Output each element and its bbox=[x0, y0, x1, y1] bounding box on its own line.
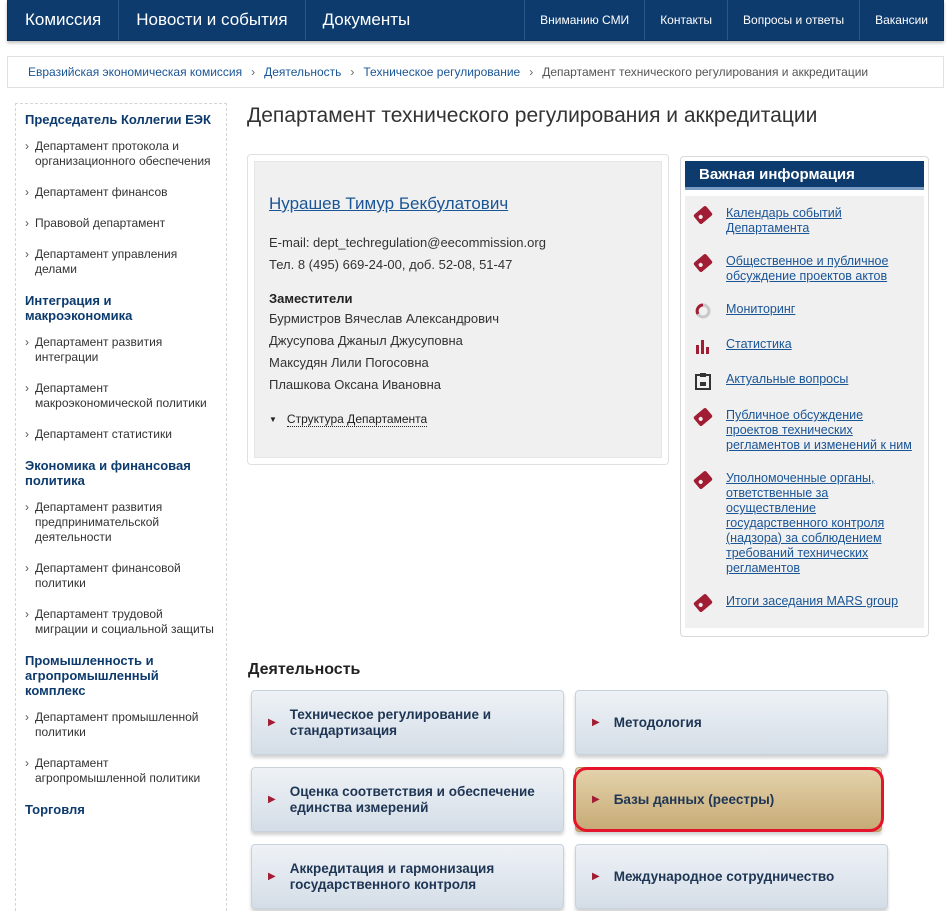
info-link[interactable]: Итоги заседания MARS group bbox=[726, 594, 899, 608]
arrow-right-icon: ▶ bbox=[592, 717, 600, 728]
sidebar-item[interactable]: › Департамент финансов bbox=[25, 185, 216, 200]
info-item bbox=[693, 206, 914, 236]
info-panel-body bbox=[685, 196, 924, 628]
head-name-link[interactable]: Нурашев Тимур Бекбулатович bbox=[269, 194, 509, 213]
card-body bbox=[254, 161, 662, 458]
sidebar-item[interactable]: › Департамент трудовой миграции и социальной защиты bbox=[25, 607, 216, 637]
deputies-title: Заместители bbox=[269, 291, 353, 306]
sidebar-heading[interactable]: Экономика и финансовая политика bbox=[25, 458, 191, 488]
questions-icon bbox=[695, 373, 711, 390]
info-link[interactable]: Мониторинг bbox=[726, 302, 796, 316]
sidebar-list bbox=[25, 335, 216, 442]
tile-conformity[interactable] bbox=[251, 767, 564, 832]
info-item bbox=[693, 594, 914, 609]
structure-label: Структура Департамента bbox=[286, 412, 428, 426]
sidebar-item[interactable]: › Департамент макроэкономической политики bbox=[25, 381, 216, 411]
nav-item-vacancies[interactable]: Вакансии bbox=[859, 0, 943, 40]
info-link[interactable]: Актуальные вопросы bbox=[726, 372, 849, 386]
breadcrumb-separator: › bbox=[350, 65, 355, 79]
structure-toggle[interactable] bbox=[269, 412, 647, 427]
phone-text: Тел. 8 (495) 669-24-00, доб. 52-08, 51-47 bbox=[269, 257, 513, 272]
arrow-right-icon: ▶ bbox=[592, 871, 600, 882]
sidebar-item[interactable]: › Департамент управления делами bbox=[25, 247, 216, 277]
monitoring-icon bbox=[695, 303, 711, 319]
statistics-icon bbox=[695, 338, 711, 354]
sidebar-heading[interactable]: Председатель Коллегии ЕЭК bbox=[25, 112, 211, 127]
tile-label: Аккредитация и гармонизация государственного контроля bbox=[289, 860, 495, 892]
department-head-card bbox=[247, 154, 669, 465]
info-link[interactable]: Общественное и публичное обсуждение проектов актов bbox=[726, 254, 889, 283]
sidebar-list bbox=[25, 139, 216, 277]
breadcrumb-separator: › bbox=[529, 65, 534, 79]
sidebar-item[interactable]: › Департамент финансовой политики bbox=[25, 561, 216, 591]
tile-label: Международное сотрудничество bbox=[613, 868, 835, 884]
tag-icon bbox=[693, 205, 713, 224]
sidebar-item[interactable]: › Департамент развития предпринимательской деятельности bbox=[25, 500, 216, 545]
breadcrumb-link-eec[interactable]: Евразийская экономическая комиссия bbox=[28, 65, 243, 79]
breadcrumb-current: Департамент технического регулирования и аккредитации bbox=[542, 65, 869, 79]
nav-item-faq[interactable]: Вопросы и ответы bbox=[727, 0, 859, 40]
arrow-right-icon: ▶ bbox=[268, 871, 276, 882]
info-link[interactable]: Статистика bbox=[726, 337, 792, 351]
sidebar-item[interactable]: › Департамент промышленной политики bbox=[25, 710, 216, 740]
arrow-right-icon: ▶ bbox=[268, 794, 276, 805]
tile-label: Техническое регулирование и стандартизация bbox=[289, 706, 492, 738]
breadcrumb-link-tech-regulation[interactable]: Техническое регулирование bbox=[363, 65, 521, 79]
info-item bbox=[693, 372, 914, 390]
arrow-right-icon: ▶ bbox=[268, 717, 276, 728]
important-info-panel bbox=[680, 156, 929, 637]
sidebar-item[interactable]: › Департамент протокола и организационного обеспечения bbox=[25, 139, 216, 169]
nav-spacer bbox=[427, 0, 524, 40]
info-item bbox=[693, 302, 914, 319]
deputy-name: Джусупова Джаныл Джусуповна bbox=[269, 333, 463, 348]
tile-accreditation[interactable] bbox=[251, 844, 564, 909]
sidebar-item[interactable]: › Департамент агропромышленной политики bbox=[25, 756, 216, 786]
tile-methodology[interactable] bbox=[575, 690, 888, 755]
deputy-name: Плашкова Оксана Ивановна bbox=[269, 377, 442, 392]
sidebar-list bbox=[25, 500, 216, 637]
info-item bbox=[693, 408, 914, 453]
nav-item-documents[interactable]: Документы bbox=[322, 10, 411, 29]
nav-item-commission[interactable]: Комиссия bbox=[8, 0, 119, 40]
arrow-right-icon: ▶ bbox=[592, 794, 600, 805]
info-panel-title: Важная информация bbox=[685, 161, 924, 190]
tile-databases[interactable] bbox=[575, 767, 882, 832]
info-link[interactable]: Уполномоченные органы, ответственные за осуществление государственного контроля (надзора) за соблюдением требований технических регламентов bbox=[726, 471, 885, 575]
info-link[interactable]: Календарь событий Департамента bbox=[726, 206, 842, 235]
breadcrumb-separator: › bbox=[251, 65, 256, 79]
tile-label: Методология bbox=[613, 714, 702, 730]
page-title: Департамент технического регулирования и аккредитации bbox=[247, 104, 818, 127]
tile-international[interactable] bbox=[575, 844, 888, 909]
sidebar-heading[interactable]: Промышленность и агропромышленный комплекс bbox=[25, 653, 159, 698]
nav-item-contacts[interactable]: Контакты bbox=[644, 0, 727, 40]
sidebar-heading[interactable]: Торговля bbox=[25, 802, 85, 817]
tile-tech-regulation[interactable] bbox=[251, 690, 564, 755]
email-text: E-mail: dept_techregulation@eecommission.org bbox=[269, 235, 546, 250]
info-item bbox=[693, 254, 914, 284]
contact-info bbox=[269, 232, 647, 276]
tag-icon bbox=[693, 253, 713, 272]
info-item bbox=[693, 337, 914, 354]
sidebar-list bbox=[25, 710, 216, 786]
nav-item-news[interactable]: Новости и события bbox=[119, 0, 305, 40]
nav-item-media[interactable]: Вниманию СМИ bbox=[524, 0, 644, 40]
info-item bbox=[693, 471, 914, 576]
sidebar-item[interactable]: › Департамент статистики bbox=[25, 427, 216, 442]
breadcrumb bbox=[7, 56, 944, 88]
deputy-name: Максудян Лили Погосовна bbox=[269, 355, 429, 370]
tile-label: Оценка соответствия и обеспечение единства измерений bbox=[289, 783, 535, 815]
tag-icon bbox=[693, 470, 713, 489]
sidebar-item[interactable]: › Правовой департамент bbox=[25, 216, 216, 231]
sidebar bbox=[15, 103, 227, 911]
top-navigation bbox=[7, 0, 944, 41]
tag-icon bbox=[693, 593, 713, 612]
sidebar-item[interactable]: › Департамент развития интеграции bbox=[25, 335, 216, 365]
breadcrumb-link-activity[interactable]: Деятельность bbox=[264, 65, 342, 79]
sidebar-heading[interactable]: Интеграция и макроэкономика bbox=[25, 293, 133, 323]
tag-icon bbox=[693, 407, 713, 426]
activity-title: Деятельность bbox=[248, 661, 361, 678]
triangle-down-icon: ▼ bbox=[269, 415, 277, 424]
deputy-name: Бурмистров Вячеслав Александрович bbox=[269, 311, 500, 326]
tile-label: Базы данных (реестры) bbox=[613, 791, 775, 807]
info-link[interactable]: Публичное обсуждение проектов технических регламентов и изменений к ним bbox=[726, 408, 912, 452]
